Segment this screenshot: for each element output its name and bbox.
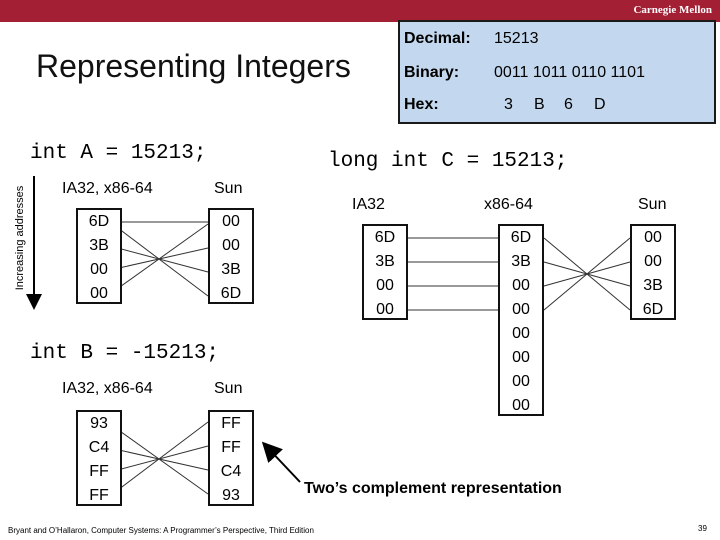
binary-label: Binary: xyxy=(404,64,460,81)
int-a-declaration: int A = 15213; xyxy=(30,142,207,165)
byte-cell: 00 xyxy=(376,301,394,318)
brand-label: Carnegie Mellon xyxy=(633,4,712,16)
int-b-little-endian-bytes xyxy=(76,410,122,506)
byte-cell: 00 xyxy=(512,277,530,294)
byte-cell: 00 xyxy=(376,277,394,294)
byte-cell: 3B xyxy=(375,253,395,270)
byte-cell: FF xyxy=(89,487,109,504)
binary-value: 0011 1011 0110 1101 xyxy=(494,64,645,81)
byte-cell: 00 xyxy=(512,373,530,390)
hex-digit: 3 xyxy=(504,96,513,113)
hex-digit: D xyxy=(594,96,606,113)
long-c-x86-64-header: x86-64 xyxy=(484,196,533,213)
int-a-sun-bytes xyxy=(208,208,254,304)
byte-cell: 6D xyxy=(642,301,664,318)
page-number: 39 xyxy=(698,524,707,533)
byte-cell: 93 xyxy=(90,415,108,432)
twos-complement-note: Two’s complement representation xyxy=(304,480,562,497)
byte-cell: 3B xyxy=(643,277,663,294)
int-b-byte-mapping xyxy=(110,422,208,496)
decimal-label: Decimal: xyxy=(404,30,471,47)
byte-cell: 6D xyxy=(220,285,242,302)
byte-cell: 00 xyxy=(644,229,662,246)
int-b-little-endian-header: IA32, x86-64 xyxy=(62,380,153,397)
long-c-sun-header: Sun xyxy=(638,196,667,213)
byte-cell: 00 xyxy=(90,261,108,278)
byte-cell: 00 xyxy=(512,301,530,318)
byte-cell: C4 xyxy=(220,463,242,480)
byte-cell: 00 xyxy=(512,349,530,366)
byte-cell: FF xyxy=(221,439,241,456)
byte-cell: FF xyxy=(89,463,109,480)
int-a-little-endian-header: IA32, x86-64 xyxy=(62,180,153,197)
byte-cell: 6D xyxy=(88,213,110,230)
byte-cell: 00 xyxy=(644,253,662,270)
byte-cell: 3B xyxy=(89,237,109,254)
byte-cell: 00 xyxy=(90,285,108,302)
decimal-value: 15213 xyxy=(494,30,539,47)
long-c-declaration: long int C = 15213; xyxy=(328,150,568,173)
slide-title: Representing Integers xyxy=(36,48,351,84)
byte-cell: 00 xyxy=(222,237,240,254)
byte-cell: 6D xyxy=(374,229,396,246)
byte-cell: FF xyxy=(221,415,241,432)
hex-digit: 6 xyxy=(564,96,573,113)
int-a-byte-mapping xyxy=(110,222,208,296)
long-c-sun-bytes xyxy=(630,224,676,320)
byte-cell: 6D xyxy=(510,229,532,246)
hex-digit: B xyxy=(534,96,545,113)
byte-cell: 00 xyxy=(512,397,530,414)
long-c-ia32-header: IA32 xyxy=(352,196,385,213)
twos-complement-arrow xyxy=(266,446,300,482)
byte-cell: 3B xyxy=(511,253,531,270)
byte-cell: 3B xyxy=(221,261,241,278)
long-c-ia32-bytes xyxy=(362,224,408,320)
byte-cell: C4 xyxy=(88,439,110,456)
int-b-sun-bytes xyxy=(208,410,254,506)
int-a-sun-header: Sun xyxy=(214,180,243,197)
byte-cell: 00 xyxy=(222,213,240,230)
long-c-x86-64-bytes xyxy=(498,224,544,416)
int-b-declaration: int B = -15213; xyxy=(30,342,220,365)
footer-citation: Bryant and O’Hallaron, Computer Systems: A Programmer’s Perspective, Third Edition xyxy=(8,526,314,535)
byte-cell: 93 xyxy=(222,487,240,504)
byte-cell: 00 xyxy=(512,325,530,342)
hex-label: Hex: xyxy=(404,96,439,113)
int-b-sun-header: Sun xyxy=(214,380,243,397)
int-a-little-endian-bytes xyxy=(76,208,122,304)
increasing-addresses-label: Increasing addresses xyxy=(14,185,26,291)
